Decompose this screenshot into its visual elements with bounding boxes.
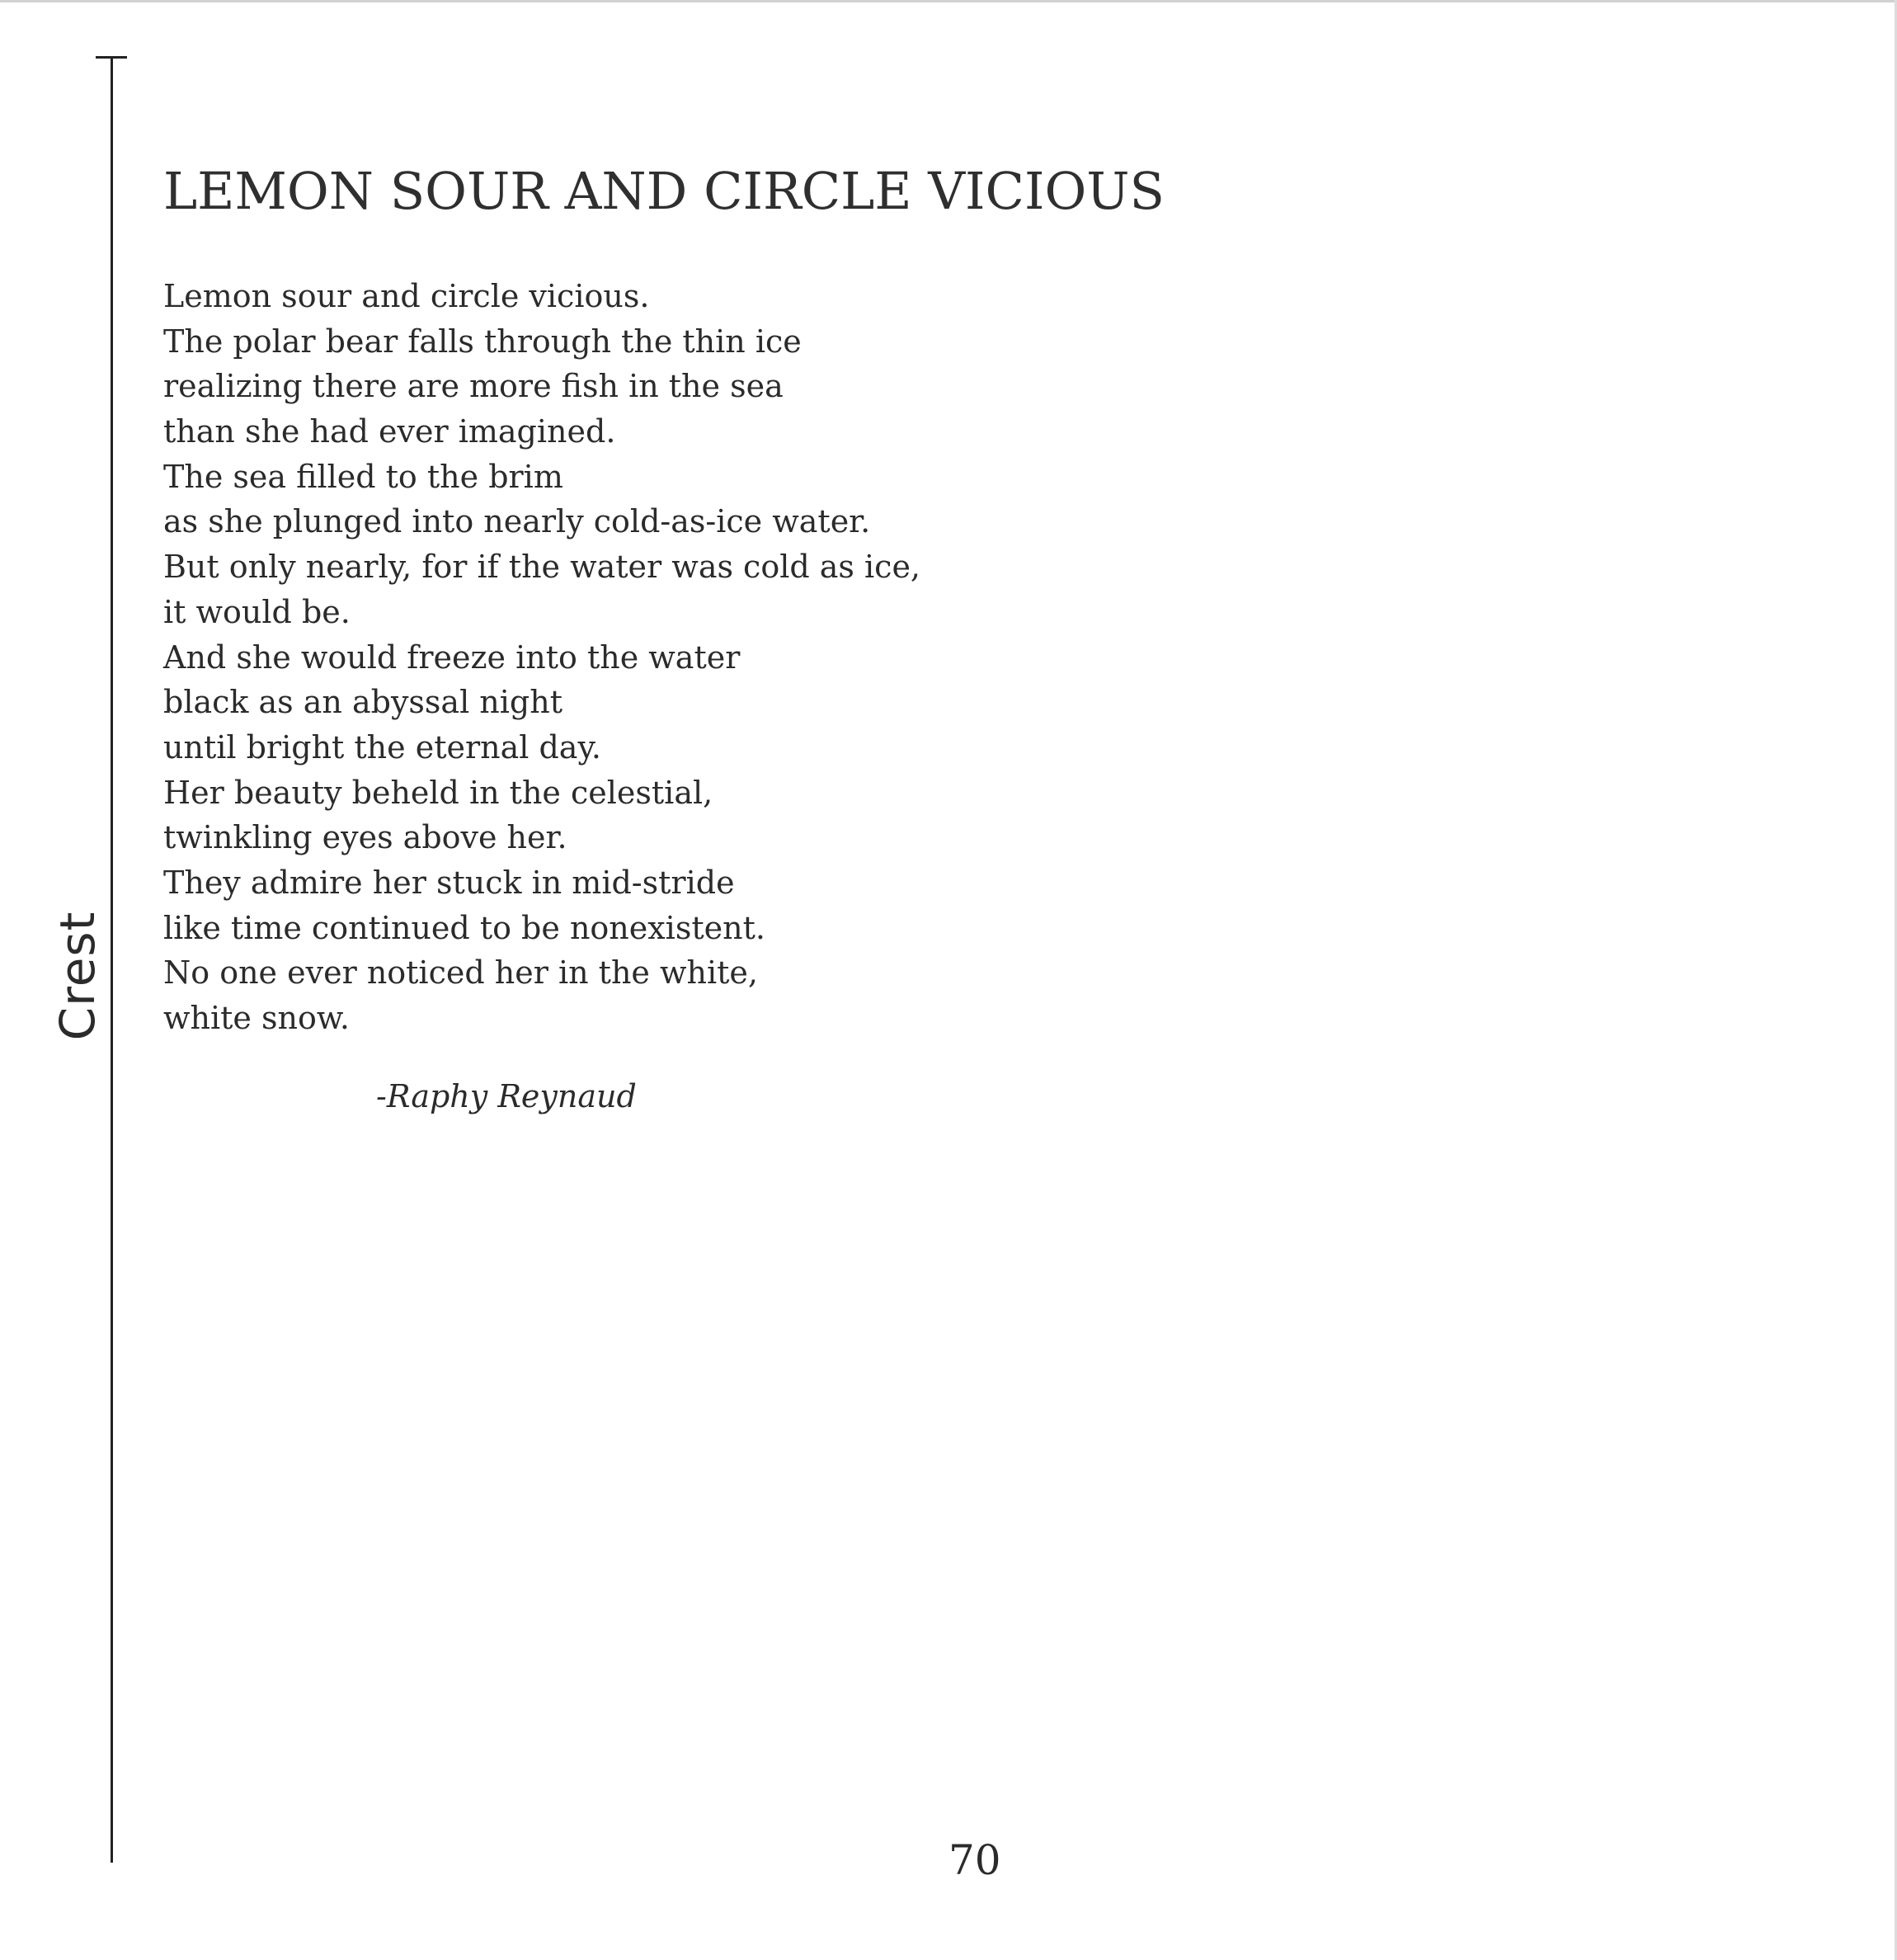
- section-label: Crest: [49, 911, 106, 1041]
- poem-line: until bright the eternal day.: [163, 728, 601, 766]
- poem-line: black as an abyssal night: [163, 684, 563, 721]
- poem-line: The sea filled to the brim: [163, 458, 563, 495]
- poem-line: Her beauty beheld in the celestial,: [163, 774, 713, 811]
- poem-line: realizing there are more fish in the sea: [163, 368, 784, 405]
- poem-line: it would be.: [163, 593, 351, 630]
- poem-body: [163, 274, 988, 1041]
- poem-line: And she would freeze into the water: [163, 638, 741, 676]
- margin-rule: [111, 56, 113, 1863]
- poem-author: -Raphy Reynaud: [376, 1078, 637, 1114]
- poem-line: They admire her stuck in mid-stride: [163, 864, 735, 901]
- poem-title: LEMON SOUR AND CIRCLE VICIOUS: [163, 161, 1165, 221]
- poem-line: than she had ever imagined.: [163, 413, 616, 450]
- page-edge-top: [0, 0, 1897, 2]
- poem-line: Lemon sour and circle vicious.: [163, 278, 650, 314]
- poem-line: twinkling eyes above her.: [163, 819, 567, 856]
- poem-line: white snow.: [163, 1000, 350, 1036]
- poem-line: No one ever noticed her in the white,: [163, 954, 758, 992]
- poem-line: as she plunged into nearly cold-as-ice water.: [163, 503, 871, 540]
- page-number: 70: [948, 1836, 1001, 1884]
- poem-line: But only nearly, for if the water was cold as ice,: [163, 549, 921, 586]
- poem-line: like time continued to be nonexistent.: [163, 909, 765, 946]
- poem-line: The polar bear falls through the thin ice: [163, 323, 802, 360]
